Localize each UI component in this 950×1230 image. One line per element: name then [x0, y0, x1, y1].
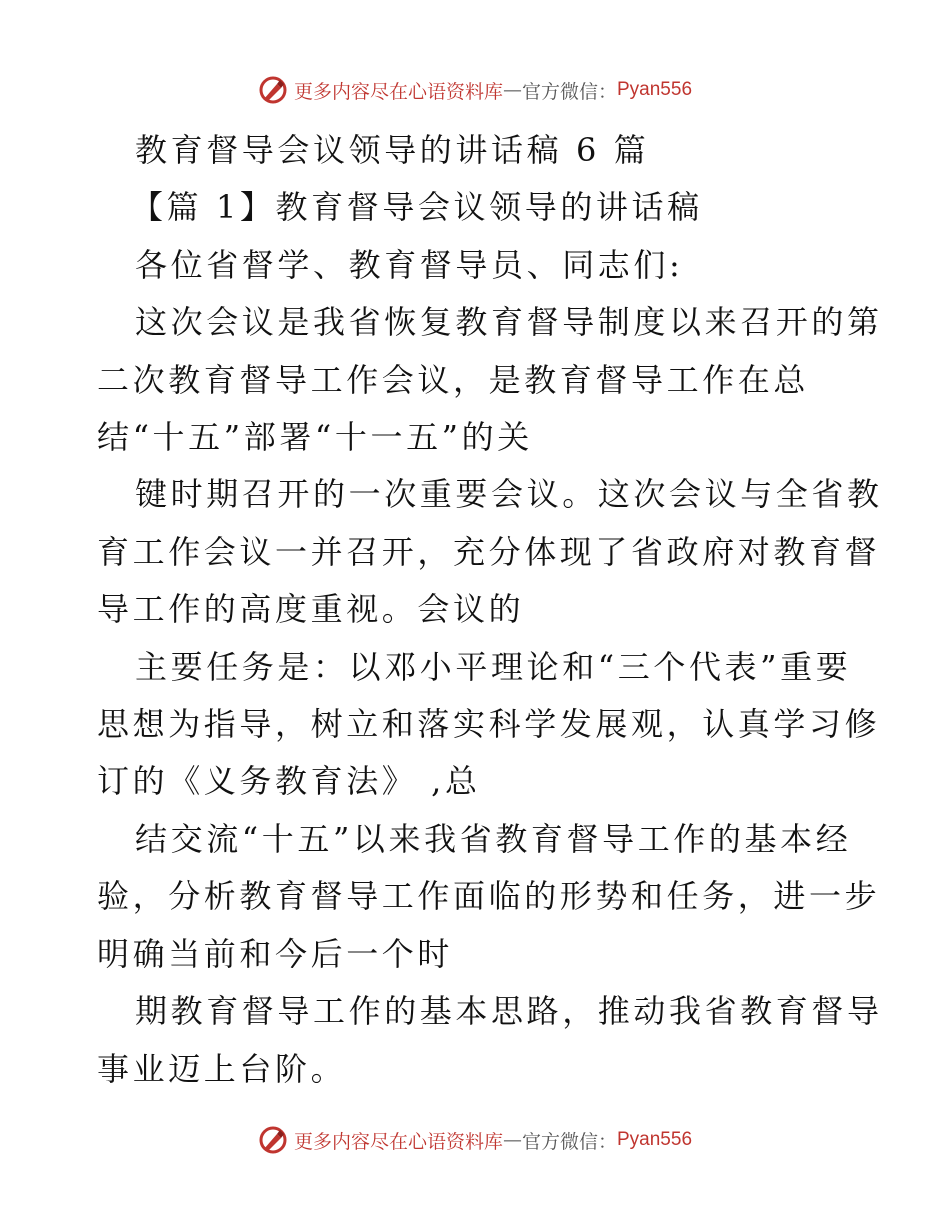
text-line: 明确当前和今后一个时 — [97, 934, 454, 973]
pen-logo-icon — [258, 1125, 288, 1155]
watermark-brand: 更多内容尽在心语资料库 — [293, 80, 503, 103]
text-line: 事业迈上台阶。 — [97, 1049, 347, 1088]
document-body — [97, 122, 883, 1098]
text-line: 验，分析教育督导工作面临的形势和任务，进一步 — [97, 877, 881, 916]
salutation: 各位省督学、教育督导员、同志们: — [135, 245, 684, 284]
watermark-brand: 更多内容尽在心语资料库 — [293, 1130, 503, 1153]
text-line: 结“十五”部署“十一五”的关 — [97, 418, 533, 457]
watermark-account: Pyan556 — [617, 1129, 693, 1150]
section-heading: 【篇 1】教育督导会议领导的讲话稿 — [131, 188, 703, 227]
text-line: 二次教育督导工作会议，是教育督导工作在总 — [97, 360, 810, 399]
text-line: 育工作会议一并召开，充分体现了省政府对教育督 — [97, 532, 881, 571]
text-line: 期教育督导工作的基本思路，推动我省教育督导 — [135, 992, 883, 1031]
watermark-separator: — — [502, 79, 522, 101]
pen-logo-icon — [258, 75, 288, 105]
watermark-separator: — — [502, 1129, 522, 1151]
footer-watermark — [0, 1120, 950, 1160]
text-line: 结交流“十五”以来我省教育督导工作的基本经 — [135, 819, 852, 858]
text-line: 这次会议是我省恢复教育督导制度以来召开的第 — [135, 303, 883, 342]
text-line: 导工作的高度重视。会议的 — [97, 590, 525, 629]
text-line: 订的《义务教育法》 ,总 — [97, 762, 481, 801]
text-line: 主要任务是：以邓小平理论和“三个代表”重要 — [135, 647, 852, 686]
watermark-wechat-label: 官方微信： — [521, 1130, 617, 1153]
header-watermark — [0, 70, 950, 110]
document-title: 教育督导会议领导的讲话稿 6 篇 — [135, 131, 650, 169]
watermark-account: Pyan556 — [617, 79, 693, 100]
text-line: 键时期召开的一次重要会议。这次会议与全省教 — [135, 475, 883, 514]
watermark-wechat-label: 官方微信： — [521, 80, 617, 103]
text-line: 思想为指导，树立和落实科学发展观，认真学习修 — [97, 705, 881, 744]
